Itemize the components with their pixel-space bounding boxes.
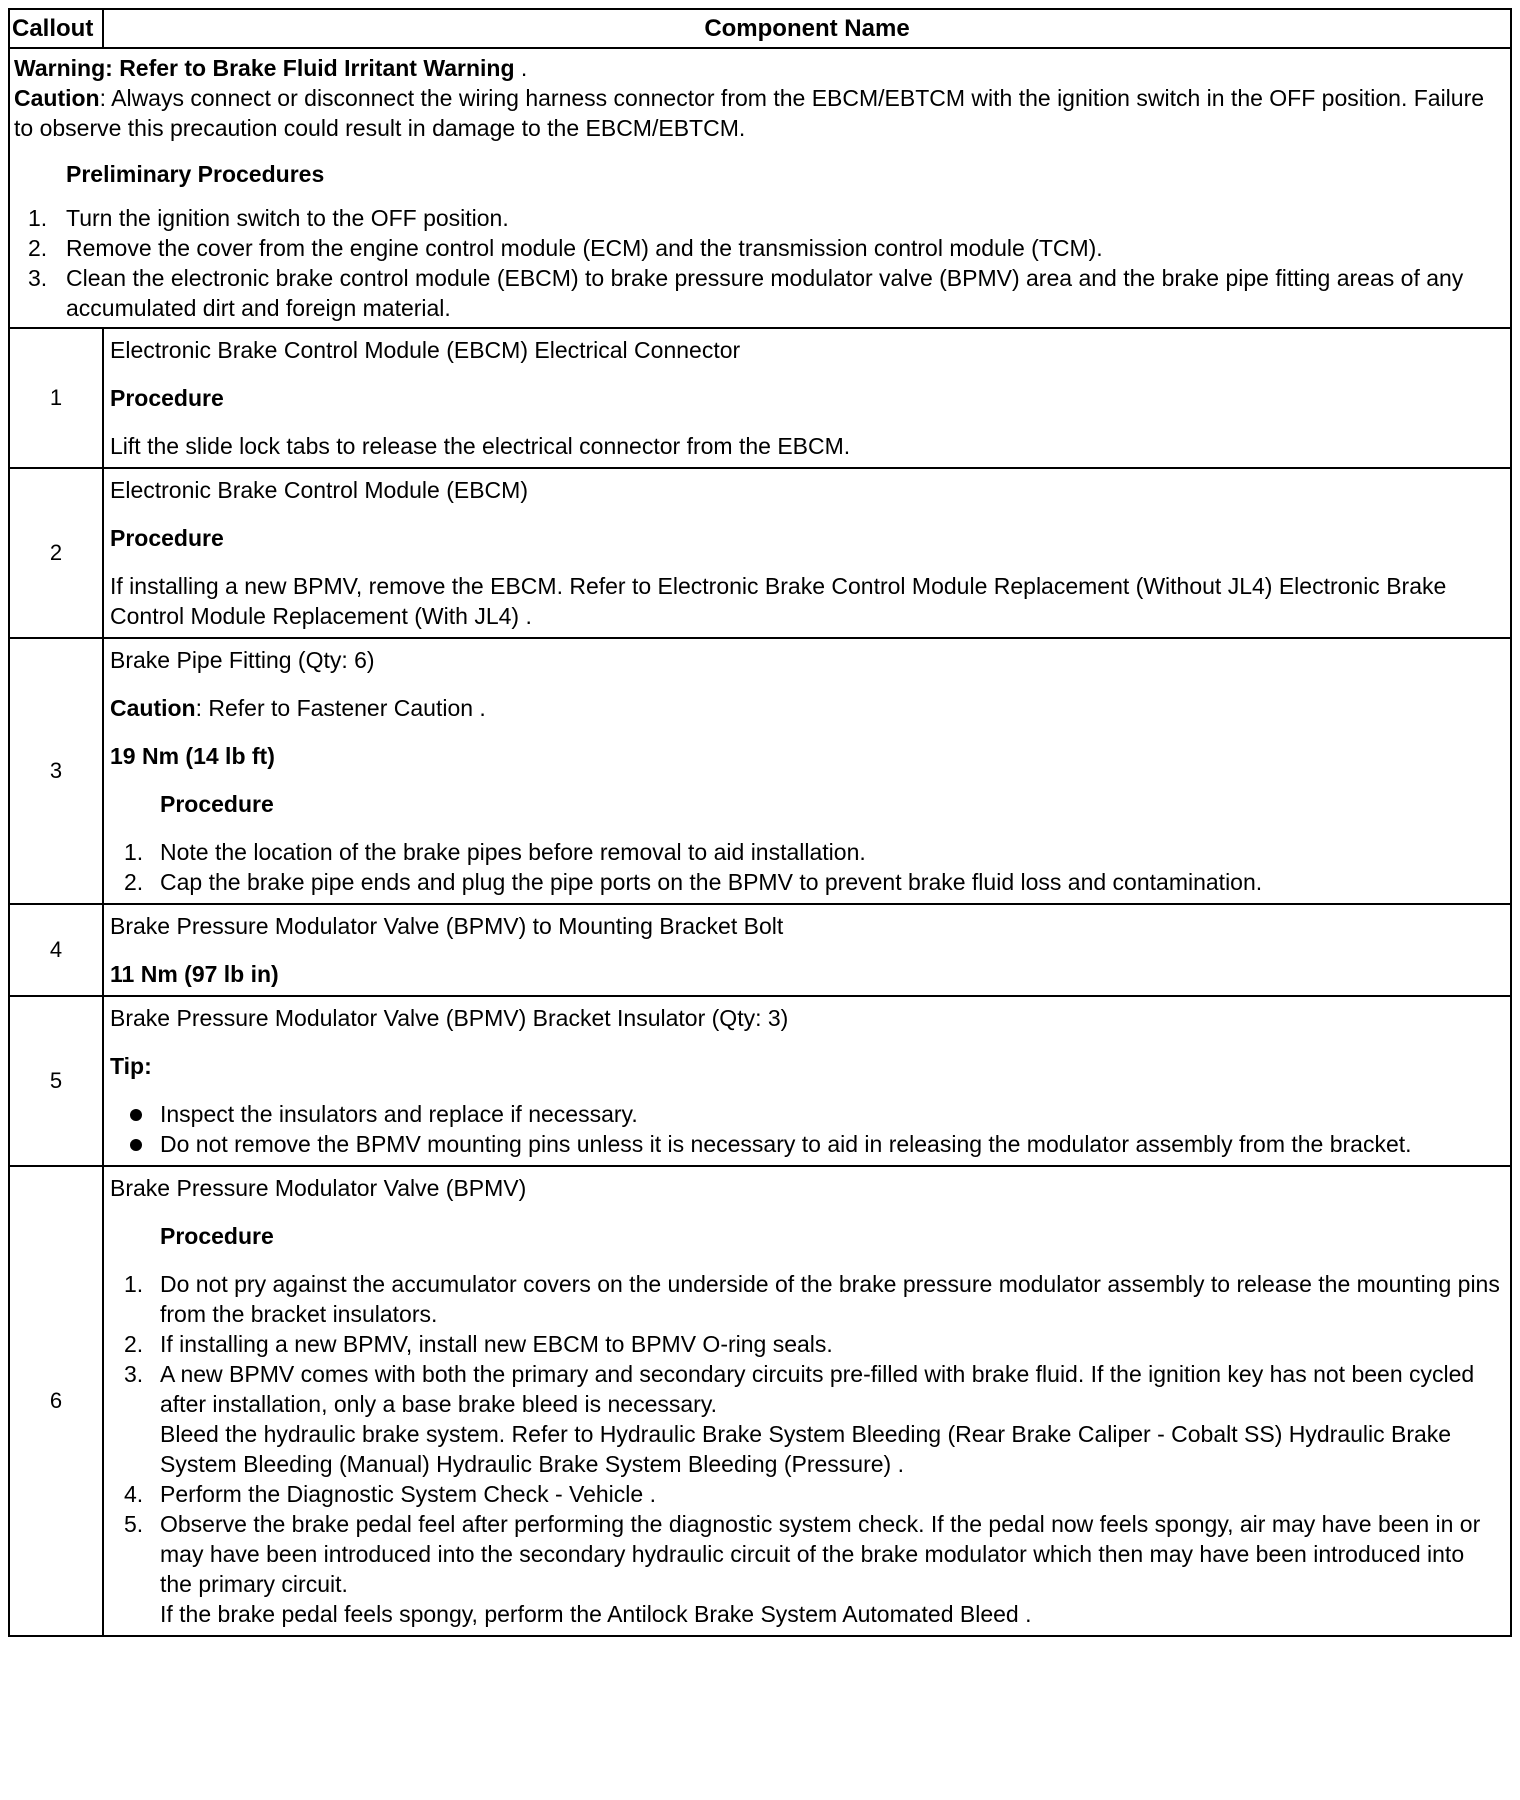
table-row — [9, 328, 1511, 468]
component-cell — [103, 1166, 1511, 1636]
intro-cell — [9, 48, 1511, 328]
bullet-icon — [130, 1139, 142, 1151]
component-title: Electronic Brake Control Module (EBCM) Electrical Connector — [110, 337, 741, 363]
list-item: 2. If installing a new BPMV, install new EBCM to BPMV O-ring seals. — [124, 1331, 833, 1357]
list-item: 2. Remove the cover from the engine control module (ECM) and the transmission control module (TCM). — [28, 235, 1103, 261]
warning-link[interactable]: : Refer to Brake Fluid Irritant Warning — [105, 55, 515, 81]
procedure-heading: Procedure — [110, 385, 224, 411]
procedure-text: If installing a new BPMV, remove the EBCM. Refer to Electronic Brake Control Module Replacement (Without JL4) Electronic Brake Control Module Replacement (With JL4) . — [110, 573, 1447, 629]
caution-label: Caution — [110, 695, 196, 721]
torque-spec: 19 Nm (14 lb ft) — [110, 743, 275, 769]
component-title: Brake Pressure Modulator Valve (BPMV) Bracket Insulator (Qty: 3) — [110, 1005, 789, 1031]
component-title: Brake Pressure Modulator Valve (BPMV) to Mounting Bracket Bolt — [110, 913, 784, 939]
component-cell — [103, 638, 1511, 904]
warning-end: . — [514, 55, 528, 81]
automated-bleed-reference[interactable]: If the brake pedal feels spongy, perform the Antilock Brake System Automated Bleed . — [160, 1601, 1032, 1627]
callout-column-header: Callout — [9, 9, 103, 48]
table-row — [9, 996, 1511, 1166]
callout-number: 3 — [9, 638, 103, 904]
tip-bullets — [110, 1099, 1502, 1159]
procedure-heading: Procedure — [160, 1223, 274, 1249]
caution-line — [14, 83, 1506, 143]
preliminary-steps — [14, 203, 1506, 323]
list-item: 5. Observe the brake pedal feel after performing the diagnostic system check. If the pedal now feels spongy, air may have been in or may have been introduced into the secondary hydraulic circuit of the brake modulator which then may have been introduced into the primary circuit. If the brake pedal feels spongy, perform the Antilock Brake System Automated Bleed . — [110, 1509, 1502, 1629]
callout-number: 4 — [9, 904, 103, 996]
caution-label: Caution — [14, 85, 100, 111]
list-item: 3. Clean the electronic brake control module (EBCM) to brake pressure modulator valve (BPMV) area and the brake pipe fitting areas of any accumulated dirt and foreign material. — [28, 265, 1464, 321]
callout-number: 5 — [9, 996, 103, 1166]
procedure-table — [8, 8, 1512, 1637]
caution-text: : Always connect or disconnect the wiring harness connector from the EBCM/EBTCM with the ignition switch in the OFF position. Failure to observe this precaution could result in damage to the EBCM/EBTCM. — [14, 85, 1485, 141]
procedure-steps — [110, 1269, 1502, 1629]
list-item: 1. Note the location of the brake pipes before removal to aid installation. — [124, 839, 866, 865]
component-cell — [103, 468, 1511, 638]
intro-row — [9, 48, 1511, 328]
list-item: 4. Perform the Diagnostic System Check - Vehicle . — [124, 1481, 656, 1507]
table-row — [9, 904, 1511, 996]
bleed-reference[interactable]: Bleed the hydraulic brake system. Refer to Hydraulic Brake System Bleeding (Rear Brake Caliper - Cobalt SS) Hydraulic Brake System Bleeding (Manual) Hydraulic Brake System Bleeding (Pressure) . — [160, 1421, 1452, 1477]
list-item: 1. Do not pry against the accumulator covers on the underside of the brake pressure modulator assembly to release the mounting pins from the bracket insulators. — [124, 1271, 1500, 1327]
component-title: Brake Pipe Fitting (Qty: 6) — [110, 647, 375, 673]
callout-number: 6 — [9, 1166, 103, 1636]
bullet-icon — [130, 1109, 142, 1121]
component-title: Electronic Brake Control Module (EBCM) — [110, 477, 528, 503]
diagnostic-check-reference[interactable]: Perform the Diagnostic System Check - Vehicle . — [160, 1481, 656, 1507]
component-column-header: Component Name — [103, 9, 1511, 48]
procedure-text: Lift the slide lock tabs to release the electrical connector from the EBCM. — [110, 433, 851, 459]
procedure-heading: Procedure — [160, 791, 274, 817]
component-cell — [103, 996, 1511, 1166]
procedure-steps — [110, 837, 1502, 897]
procedure-heading: Procedure — [110, 525, 224, 551]
component-cell — [103, 328, 1511, 468]
torque-spec: 11 Nm (97 lb in) — [110, 961, 279, 987]
callout-number: 2 — [9, 468, 103, 638]
table-row — [9, 638, 1511, 904]
list-item: Inspect the insulators and replace if necessary. — [110, 1099, 1502, 1129]
list-item: 2. Cap the brake pipe ends and plug the pipe ports on the BPMV to prevent brake fluid loss and contamination. — [124, 869, 1263, 895]
component-title: Brake Pressure Modulator Valve (BPMV) — [110, 1175, 527, 1201]
list-item: 3. A new BPMV comes with both the primary and secondary circuits pre-filled with brake fluid. If the ignition key has not been cycled after installation, only a base brake bleed is necessary. Bleed the hydraulic brake system. Refer to Hydraulic Brake System Bleeding (Rear Brake Caliper - Cobalt SS) Hydraulic Brake System Bleeding (Manual) Hydraulic Brake System Bleeding (Pressure) . — [110, 1359, 1502, 1479]
preliminary-heading: Preliminary Procedures — [66, 161, 325, 187]
warning-line — [14, 53, 1506, 83]
caution-text: : Refer to Fastener Caution . — [195, 695, 486, 721]
table-row — [9, 1166, 1511, 1636]
callout-number: 1 — [9, 328, 103, 468]
table-header-row — [9, 9, 1511, 48]
list-item: Do not remove the BPMV mounting pins unless it is necessary to aid in releasing the modulator assembly from the bracket. — [110, 1129, 1502, 1159]
list-item: 1. Turn the ignition switch to the OFF position. — [28, 205, 509, 231]
warning-label: Warning — [14, 55, 106, 81]
table-row — [9, 468, 1511, 638]
component-cell — [103, 904, 1511, 996]
caution-line — [110, 693, 1502, 723]
tip-heading: Tip: — [110, 1053, 152, 1079]
